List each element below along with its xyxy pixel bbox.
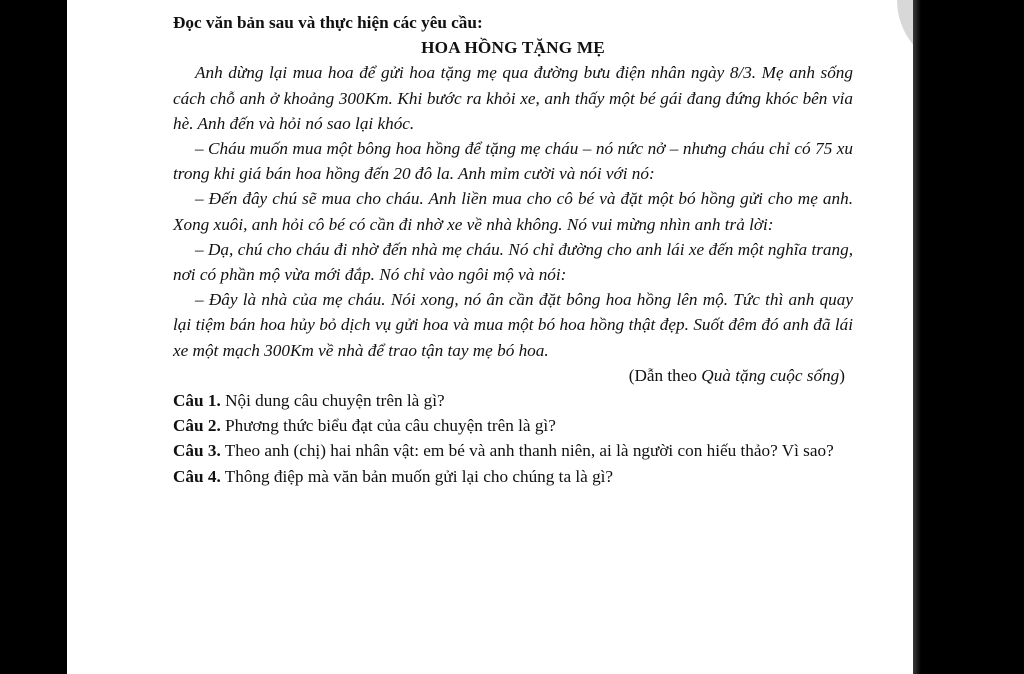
question-text: Theo anh (chị) hai nhân vật: em bé và anh thanh niên, ai là người con hiếu thảo? Vì sao? (224, 441, 834, 461)
page-edge-shadow (913, 0, 921, 674)
story-paragraph: – Đây là nhà của mẹ cháu. Nói xong, nó ân cần đặt bông hoa hồng lên mộ. Tức thì anh quay lại tiệm bán hoa hủy bỏ dịch vụ gửi hoa và mua một bó hoa hồng thật đẹp. Suốt đêm đó anh đã lái xe một mạch 300Km về nhà để trao tận tay mẹ bó hoa. (173, 290, 853, 360)
loading-ring-icon (897, 0, 913, 70)
question-label: Câu 3. (173, 441, 221, 461)
instruction-heading: Đọc văn bản sau và thực hiện các yêu cầu: (173, 13, 483, 32)
question-label: Câu 4. (173, 466, 221, 486)
question-text: Phương thức biểu đạt của câu chuyện trên là gì? (225, 416, 556, 436)
question-item (173, 464, 853, 489)
question-item (173, 388, 853, 413)
story-paragraph: – Dạ, chú cho cháu đi nhờ đến nhà mẹ cháu. Nó chỉ đường cho anh lái xe đến một nghĩa trang, nơi có phần mộ vừa mới đắp. Nó chỉ vào ngôi mộ và nói: (173, 239, 853, 285)
story-paragraph: – Đến đây chú sẽ mua cho cháu. Anh liền mua cho cô bé và đặt một bó hồng gửi cho mẹ anh. Xong xuôi, anh hỏi cô bé có cần đi nhờ xe về nhà không. Nó vui mừng nhìn anh trả lời: (173, 189, 853, 234)
source-prefix: (Dẫn theo (628, 365, 702, 385)
question-label: Câu 2. (173, 416, 221, 436)
question-item (173, 438, 853, 463)
question-label: Câu 1. (173, 391, 221, 411)
question-text: Nội dung câu chuyện trên là gì? (225, 391, 445, 411)
source-suffix: ) (839, 365, 845, 385)
story-paragraph: Anh dừng lại mua hoa để gửi hoa tặng mẹ qua đường bưu điện nhân ngày 8/3. Mẹ anh sống cách chỗ anh ở khoảng 300Km. Khi bước ra khỏi xe, anh thấy một bé gái đang đứng khóc bên vỉa hè. Anh đến và hỏi nó sao lại khóc. (173, 63, 853, 133)
story-title: HOA HỒNG TẶNG MẸ (421, 38, 605, 58)
question-text: Thông điệp mà văn bản muốn gửi lại cho chúng ta là gì? (224, 466, 614, 486)
source-citation (173, 363, 853, 388)
story-paragraph: – Cháu muốn mua một bông hoa hồng để tặng mẹ cháu – nó nức nở – nhưng cháu chỉ có 75 xu trong khi giá bán hoa hồng đến 20 đô la. Anh mỉm cười và nói với nó: (173, 139, 853, 184)
document-content (173, 10, 853, 489)
story-body (173, 60, 853, 362)
question-item (173, 413, 853, 438)
question-list (173, 388, 853, 489)
source-work-title: Quà tặng cuộc sống (701, 365, 840, 385)
